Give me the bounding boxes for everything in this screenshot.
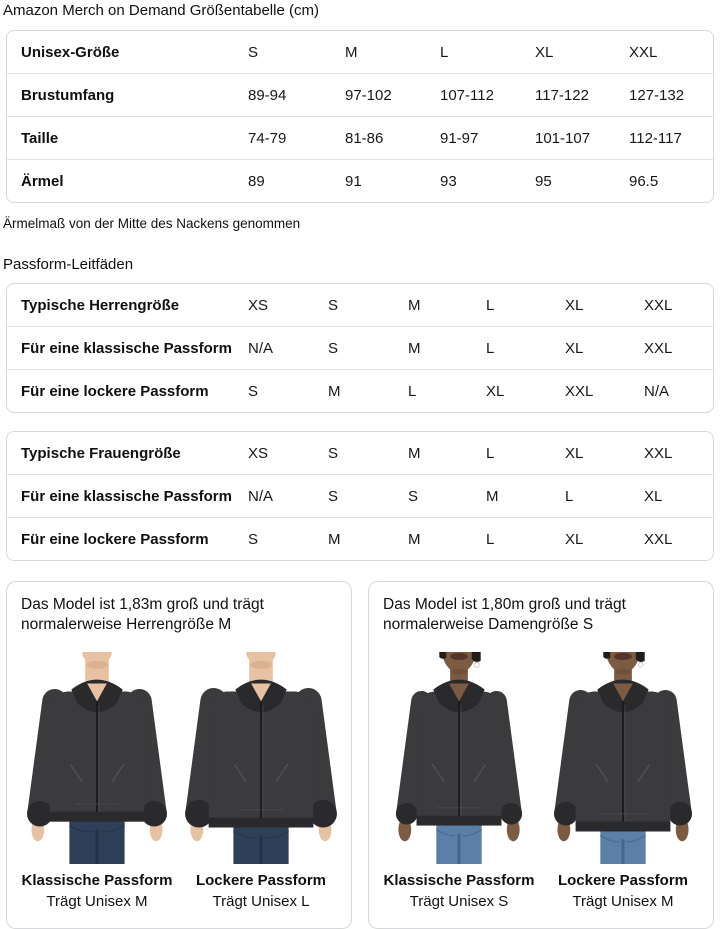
model-photo-loose-female xyxy=(547,652,699,864)
model-photo-classic-female xyxy=(383,652,535,864)
model-figure xyxy=(21,652,173,910)
cell-value: 107-112 xyxy=(440,86,494,104)
unisex-size-table xyxy=(6,30,714,203)
page-title: Amazon Merch on Demand Größentabelle (cm) xyxy=(3,2,319,19)
row-label: Für eine klassische Passform xyxy=(21,339,232,357)
model-photo-loose-male xyxy=(185,652,337,864)
cell-value: XXL xyxy=(565,382,594,400)
fit-table-women xyxy=(6,431,714,561)
cell-value: L xyxy=(486,530,495,548)
row-label: Typische Herrengröße xyxy=(21,296,180,314)
cell-value: S xyxy=(248,382,259,400)
cell-value: M xyxy=(408,296,421,314)
model-cards xyxy=(6,581,714,929)
model-figures xyxy=(383,652,699,910)
cell-value: XL xyxy=(565,444,584,462)
cell-value: XXL xyxy=(644,530,673,548)
cell-value: S xyxy=(328,444,339,462)
cell-value: S xyxy=(408,487,419,505)
fit-label: Klassische Passform xyxy=(383,871,535,889)
cell-value: 97-102 xyxy=(345,86,392,104)
table-row xyxy=(7,326,713,369)
fit-label: Lockere Passform xyxy=(195,871,327,889)
table-row xyxy=(7,73,713,116)
cell-value: 101-107 xyxy=(535,129,591,147)
cell-value: XL xyxy=(565,339,584,357)
cell-value: XL xyxy=(535,43,554,61)
cell-value: N/A xyxy=(644,382,670,400)
cell-value: S xyxy=(328,296,339,314)
row-label: Unisex-Größe xyxy=(21,43,120,61)
row-label: Ärmel xyxy=(21,172,64,190)
cell-value: XXL xyxy=(644,296,673,314)
cell-value: 89-94 xyxy=(248,86,287,104)
table-row xyxy=(7,474,713,517)
size-label: Trägt Unisex L xyxy=(212,892,310,910)
cell-value: N/A xyxy=(248,339,274,357)
cell-value: 91 xyxy=(345,172,362,190)
cell-value: S xyxy=(248,530,259,548)
table-row xyxy=(7,517,713,560)
cell-value: XS xyxy=(248,296,269,314)
cell-value: L xyxy=(486,339,495,357)
cell-value: L xyxy=(408,382,417,400)
row-label: Für eine lockere Passform xyxy=(21,382,209,400)
cell-value: M xyxy=(328,382,341,400)
cell-value: XL xyxy=(644,487,663,505)
table-row xyxy=(7,432,713,474)
model-card-title: Das Model ist 1,80m groß und trägt normalerweise Damengröße S xyxy=(383,596,626,634)
cell-value: 127-132 xyxy=(629,86,685,104)
table-row xyxy=(7,369,713,412)
cell-value: M xyxy=(486,487,499,505)
cell-value: 112-117 xyxy=(629,129,682,147)
table-row xyxy=(7,159,713,202)
cell-value: L xyxy=(486,296,495,314)
table-row xyxy=(7,284,713,326)
cell-value: S xyxy=(248,43,259,61)
fit-label: Klassische Passform xyxy=(21,871,173,889)
cell-value: XXL xyxy=(644,444,673,462)
cell-value: XL xyxy=(565,530,584,548)
cell-value: 74-79 xyxy=(248,129,287,147)
cell-value: 91-97 xyxy=(440,129,479,147)
table-row xyxy=(7,116,713,159)
cell-value: 95 xyxy=(535,172,552,190)
row-label: Für eine klassische Passform xyxy=(21,487,232,505)
cell-value: XXL xyxy=(644,339,673,357)
cell-value: 96.5 xyxy=(629,172,659,190)
cell-value: 81-86 xyxy=(345,129,384,147)
table-row xyxy=(7,31,713,73)
cell-value: 89 xyxy=(248,172,265,190)
cell-value: M xyxy=(408,530,421,548)
size-label: Trägt Unisex M xyxy=(46,892,148,910)
fit-label: Lockere Passform xyxy=(557,871,689,889)
cell-value: L xyxy=(486,444,495,462)
cell-value: XXL xyxy=(629,43,658,61)
sleeve-measure-note: Ärmelmaß von der Mitte des Nackens genommen xyxy=(3,216,301,231)
row-label: Für eine lockere Passform xyxy=(21,530,209,548)
model-figures xyxy=(21,652,337,910)
cell-value: M xyxy=(328,530,341,548)
cell-value: N/A xyxy=(248,487,274,505)
fit-table-men xyxy=(6,283,714,413)
model-photo-classic-male xyxy=(21,652,173,864)
cell-value: S xyxy=(328,487,339,505)
cell-value: M xyxy=(408,339,421,357)
fit-guides-heading: Passform-Leitfäden xyxy=(3,256,134,273)
cell-value: 117-122 xyxy=(535,86,589,104)
model-card-title: Das Model ist 1,83m groß und trägt normalerweise Herrengröße M xyxy=(21,596,264,634)
row-label: Typische Frauengröße xyxy=(21,444,181,462)
cell-value: XL xyxy=(565,296,584,314)
cell-value: M xyxy=(345,43,358,61)
model-card-men xyxy=(6,581,352,929)
cell-value: L xyxy=(440,43,449,61)
cell-value: S xyxy=(328,339,339,357)
row-label: Taille xyxy=(21,129,59,147)
model-figure xyxy=(185,652,337,910)
size-label: Trägt Unisex S xyxy=(409,892,509,910)
model-figure xyxy=(383,652,535,910)
model-card-women xyxy=(368,581,714,929)
model-figure xyxy=(547,652,699,910)
cell-value: XL xyxy=(486,382,505,400)
cell-value: XS xyxy=(248,444,269,462)
size-label: Trägt Unisex M xyxy=(572,892,674,910)
row-label: Brustumfang xyxy=(21,86,115,104)
cell-value: L xyxy=(565,487,574,505)
cell-value: M xyxy=(408,444,421,462)
cell-value: 93 xyxy=(440,172,457,190)
